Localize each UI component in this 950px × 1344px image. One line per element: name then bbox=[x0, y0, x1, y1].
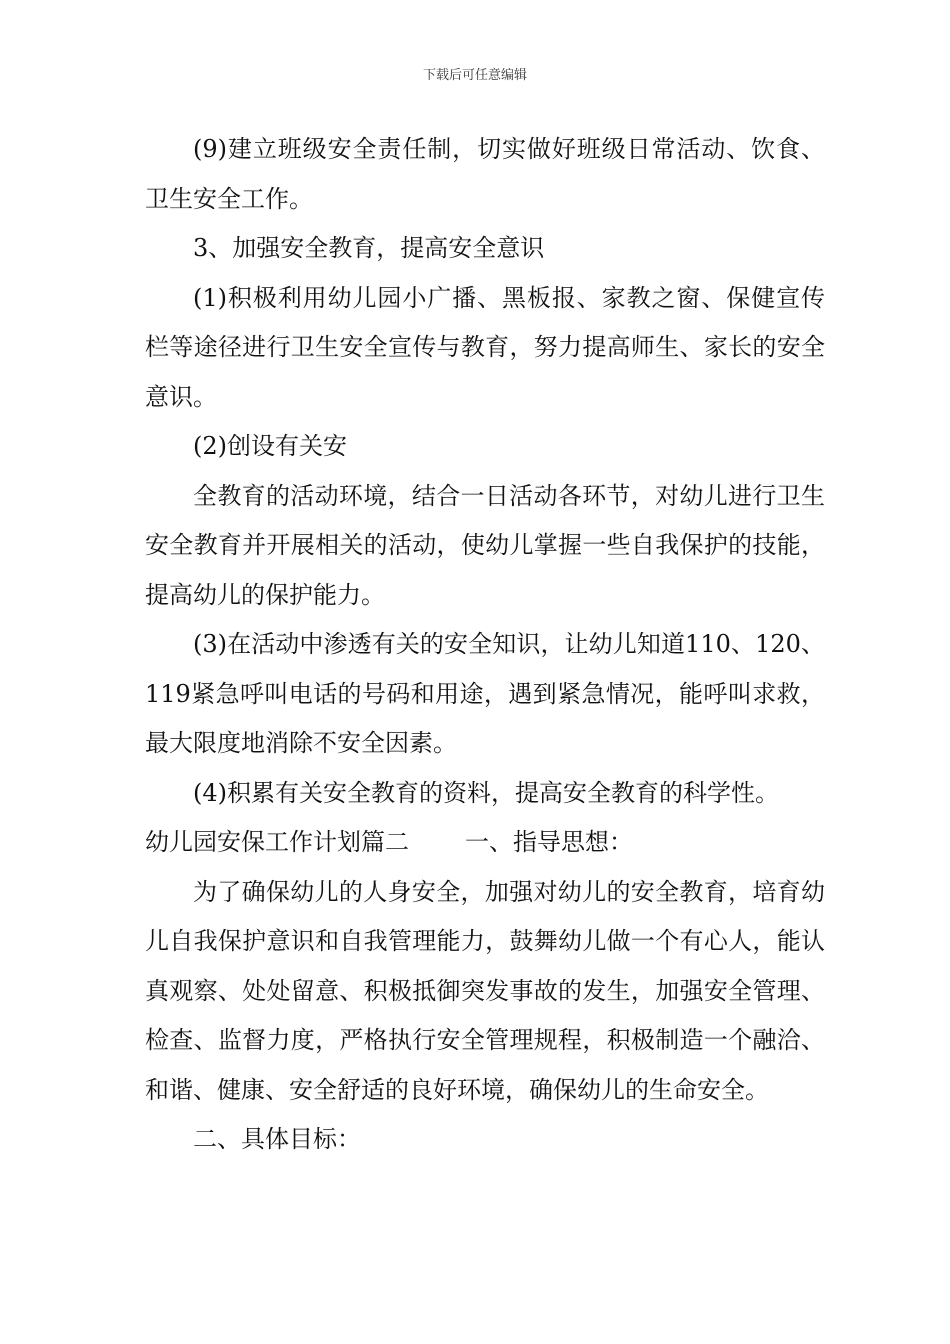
document-body bbox=[145, 125, 825, 1165]
paragraph-item-1: (1)积极利用幼儿园小广播、黑板报、家教之窗、保健宣传栏等途径进行卫生安全宣传与教育，努力提高师生、家长的安全意识。 bbox=[145, 283, 825, 411]
paragraph-item-4: (4)积累有关安全教育的资料，提高安全教育的科学性。 bbox=[193, 778, 779, 807]
section-title-line bbox=[145, 818, 825, 868]
paragraph-item-3: (3)在活动中渗透有关的安全知识，让幼儿知道110、120、119紧急呼叫电话的号码和用途，遇到紧急情况，能呼叫求救，最大限度地消除不安全因素。 bbox=[145, 630, 825, 757]
heading-safety-education: 3、加强安全教育，提高安全意识 bbox=[193, 234, 545, 262]
paragraph-item-9: (9)建立班级安全责任制，切实做好班级日常活动、饮食、卫生安全工作。 bbox=[145, 135, 825, 213]
paragraph-guiding-idea: 为了确保幼儿的人身安全，加强对幼儿的安全教育，培育幼儿自我保护意识和自我管理能力，鼓舞幼儿做一个有心人，能认真观察、处处留意、积极抵御突发事故的发生，加强安全管理、检查、监督力度，严格执行安全管理规程，积极制造一个融洽、和谐、健康、安全舒适的良好环境，确保幼儿的生命安全。 bbox=[145, 877, 825, 1104]
paragraph-item-2-cont: 全教育的活动环境，结合一日活动各环节，对幼儿进行卫生安全教育并开展相关的活动，使幼儿掌握一些自我保护的技能，提高幼儿的保护能力。 bbox=[145, 481, 825, 609]
page-header: 下载后可任意编辑 bbox=[422, 68, 527, 83]
paragraph-item-2-start: (2)创设有关安 bbox=[193, 432, 347, 460]
heading-specific-goals: 二、具体目标： bbox=[193, 1125, 361, 1153]
section-subtitle: 一、指导思想： bbox=[465, 828, 633, 856]
section-title: 幼儿园安保工作计划篇二 bbox=[145, 828, 409, 856]
